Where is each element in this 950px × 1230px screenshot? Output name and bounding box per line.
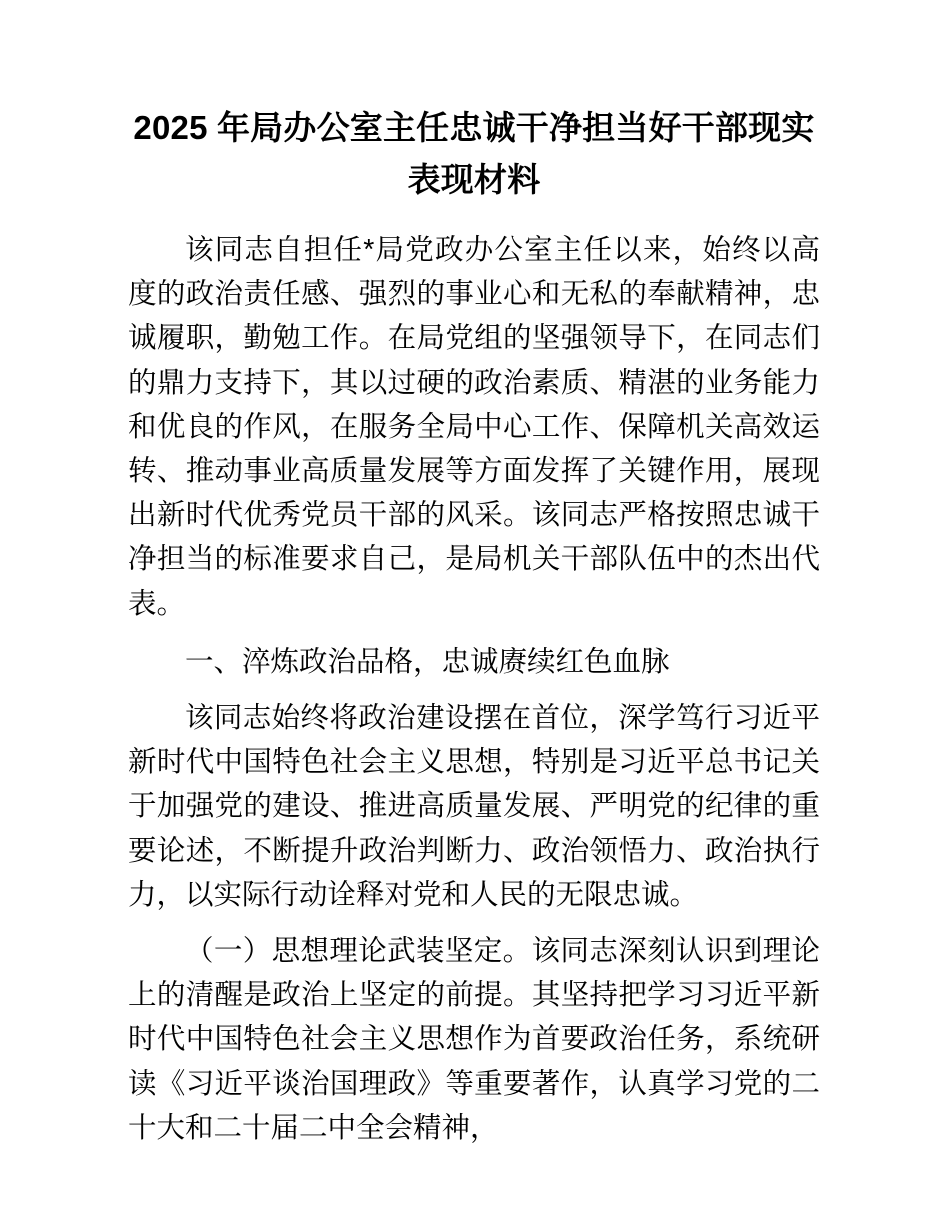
intro-paragraph: 该同志自担任*局党政办公室主任以来，始终以高度的政治责任感、强烈的事业心和无私的奉献精神，忠诚履职，勤勉工作。在局党组的坚强领导下，在同志们的鼎力支持下，其以过硬的政治素质、精湛的业务能力和优良的作风，在服务全局中心工作、保障机关高效运转、推动事业高质量发展等方面发挥了关键作用，展现出新时代优秀党员干部的风采。该同志严格按照忠诚干净担当的标准要求自己，是局机关干部队伍中的杰出代表。 <box>128 234 820 620</box>
page-title: 2025 年局办公室主任忠诚干净担当好干部现实表现材料 <box>133 109 815 198</box>
section-one-paragraph: 该同志始终将政治建设摆在首位，深学笃行习近平新时代中国特色社会主义思想，特别是习近平总书记关于加强党的建设、推进高质量发展、严明党的纪律的重要论述，不断提升政治判断力、政治领悟力、政治执行力，以实际行动诠释对党和人民的无限忠诚。 <box>128 702 820 911</box>
title-body-spacer <box>128 206 820 228</box>
subsection-one-paragraph: （一）思想理论武装坚定。该同志深刻认识到理论上的清醒是政治上坚定的前提。其坚持把学习习近平新时代中国特色社会主义思想作为首要政治任务，系统研读《习近平谈治国理政》等重要著作，认真学习党的二十大和二十届二中全会精神， <box>128 935 820 1144</box>
paragraph-spacer <box>128 917 820 929</box>
section-one-heading: 一、淬炼政治品格，忠诚赓续红色血脉 <box>185 645 670 678</box>
heading-top-spacer <box>128 626 820 640</box>
heading-bottom-spacer <box>128 684 820 696</box>
document-content-column <box>128 0 820 1150</box>
